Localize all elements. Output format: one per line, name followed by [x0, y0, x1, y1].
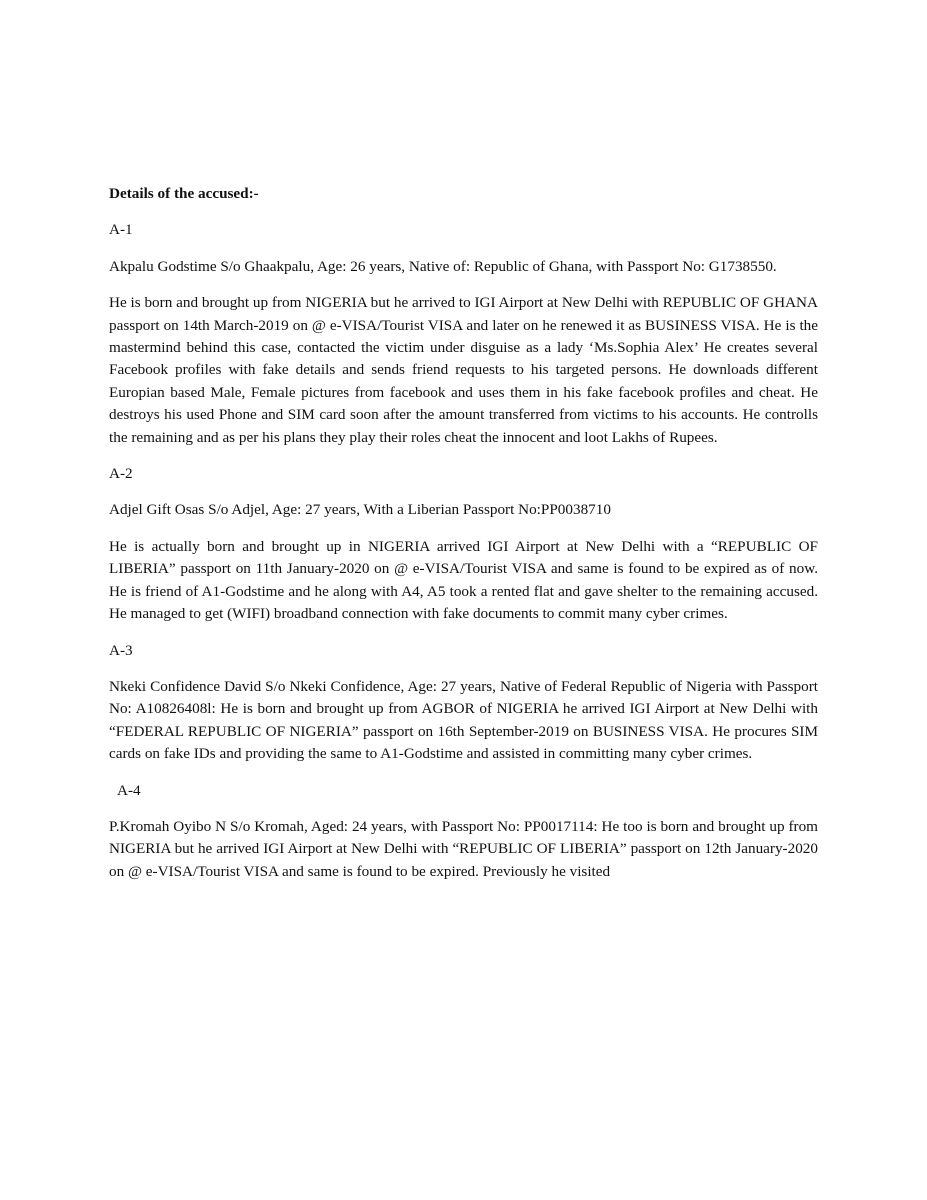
- accused-a2-details: He is actually born and brought up in NIGERIA arrived IGI Airport at New Delhi with a “REPUBLIC OF LIBERIA” passport on 11th January-2020 on @ e-VISA/Tourist VISA and same is found to be expired as of now. He is friend of A1-Godstime and he along with A4, A5 took a rented flat and gave shelter to the remaining accused. He managed to get (WIFI) broadband connection with fake documents to commit many cyber crimes.: [109, 537, 818, 623]
- section-heading: Details of the accused:-: [109, 185, 259, 202]
- accused-a4-details: P.Kromah Oyibo N S/o Kromah, Aged: 24 years, with Passport No: PP0017114: He too is born and brought up from NIGERIA but he arrived IGI Airport at New Delhi with “REPUBLIC OF LIBERIA” passport on 12th January-2020 on @ e-VISA/Tourist VISA and same is found to be expired. Previously he visited: [109, 817, 818, 880]
- accused-a1-intro: Akpalu Godstime S/o Ghaakpalu, Age: 26 years, Native of: Republic of Ghana, with Passport No: G1738550.: [109, 257, 777, 275]
- accused-label-a2: A-2: [109, 465, 133, 483]
- accused-label-a1: A-1: [109, 221, 133, 239]
- accused-a1-details: He is born and brought up from NIGERIA but he arrived to IGI Airport at New Delhi with REPUBLIC OF GHANA passport on 14th March-2019 on @ e-VISA/Tourist VISA and later on he renewed it as BUSINESS VISA. He is the mastermind behind this case, contacted the victim under disguise as a lady ‘Ms.Sophia Alex’ He creates several Facebook profiles with fake details and sends friend requests to his targeted persons. He downloads different Europian based Male, Female pictures from facebook and uses them in his fake facebook profiles and cheat. He destroys his used Phone and SIM card soon after the amount transferred from victims to his accounts. He controlls the remaining and as per his plans they play their roles cheat the innocent and loot Lakhs of Rupees.: [109, 294, 818, 446]
- document-page: [109, 183, 818, 897]
- accused-label-a4: A-4: [117, 781, 141, 799]
- accused-a3-details: Nkeki Confidence David S/o Nkeki Confidence, Age: 27 years, Native of Federal Republic of Nigeria with Passport No: A10826408l: He is born and brought up from AGBOR of NIGERIA he arrived IGI Airport at New Delhi with “FEDERAL REPUBLIC OF NIGERIA” passport on 16th September-2019 on BUSINESS VISA. He procures SIM cards on fake IDs and providing the same to A1-Godstime and assisted in committing many cyber crimes.: [109, 677, 818, 763]
- accused-a2-intro: Adjel Gift Osas S/o Adjel, Age: 27 years, With a Liberian Passport No:PP0038710: [109, 501, 611, 519]
- accused-label-a3: A-3: [109, 641, 133, 659]
